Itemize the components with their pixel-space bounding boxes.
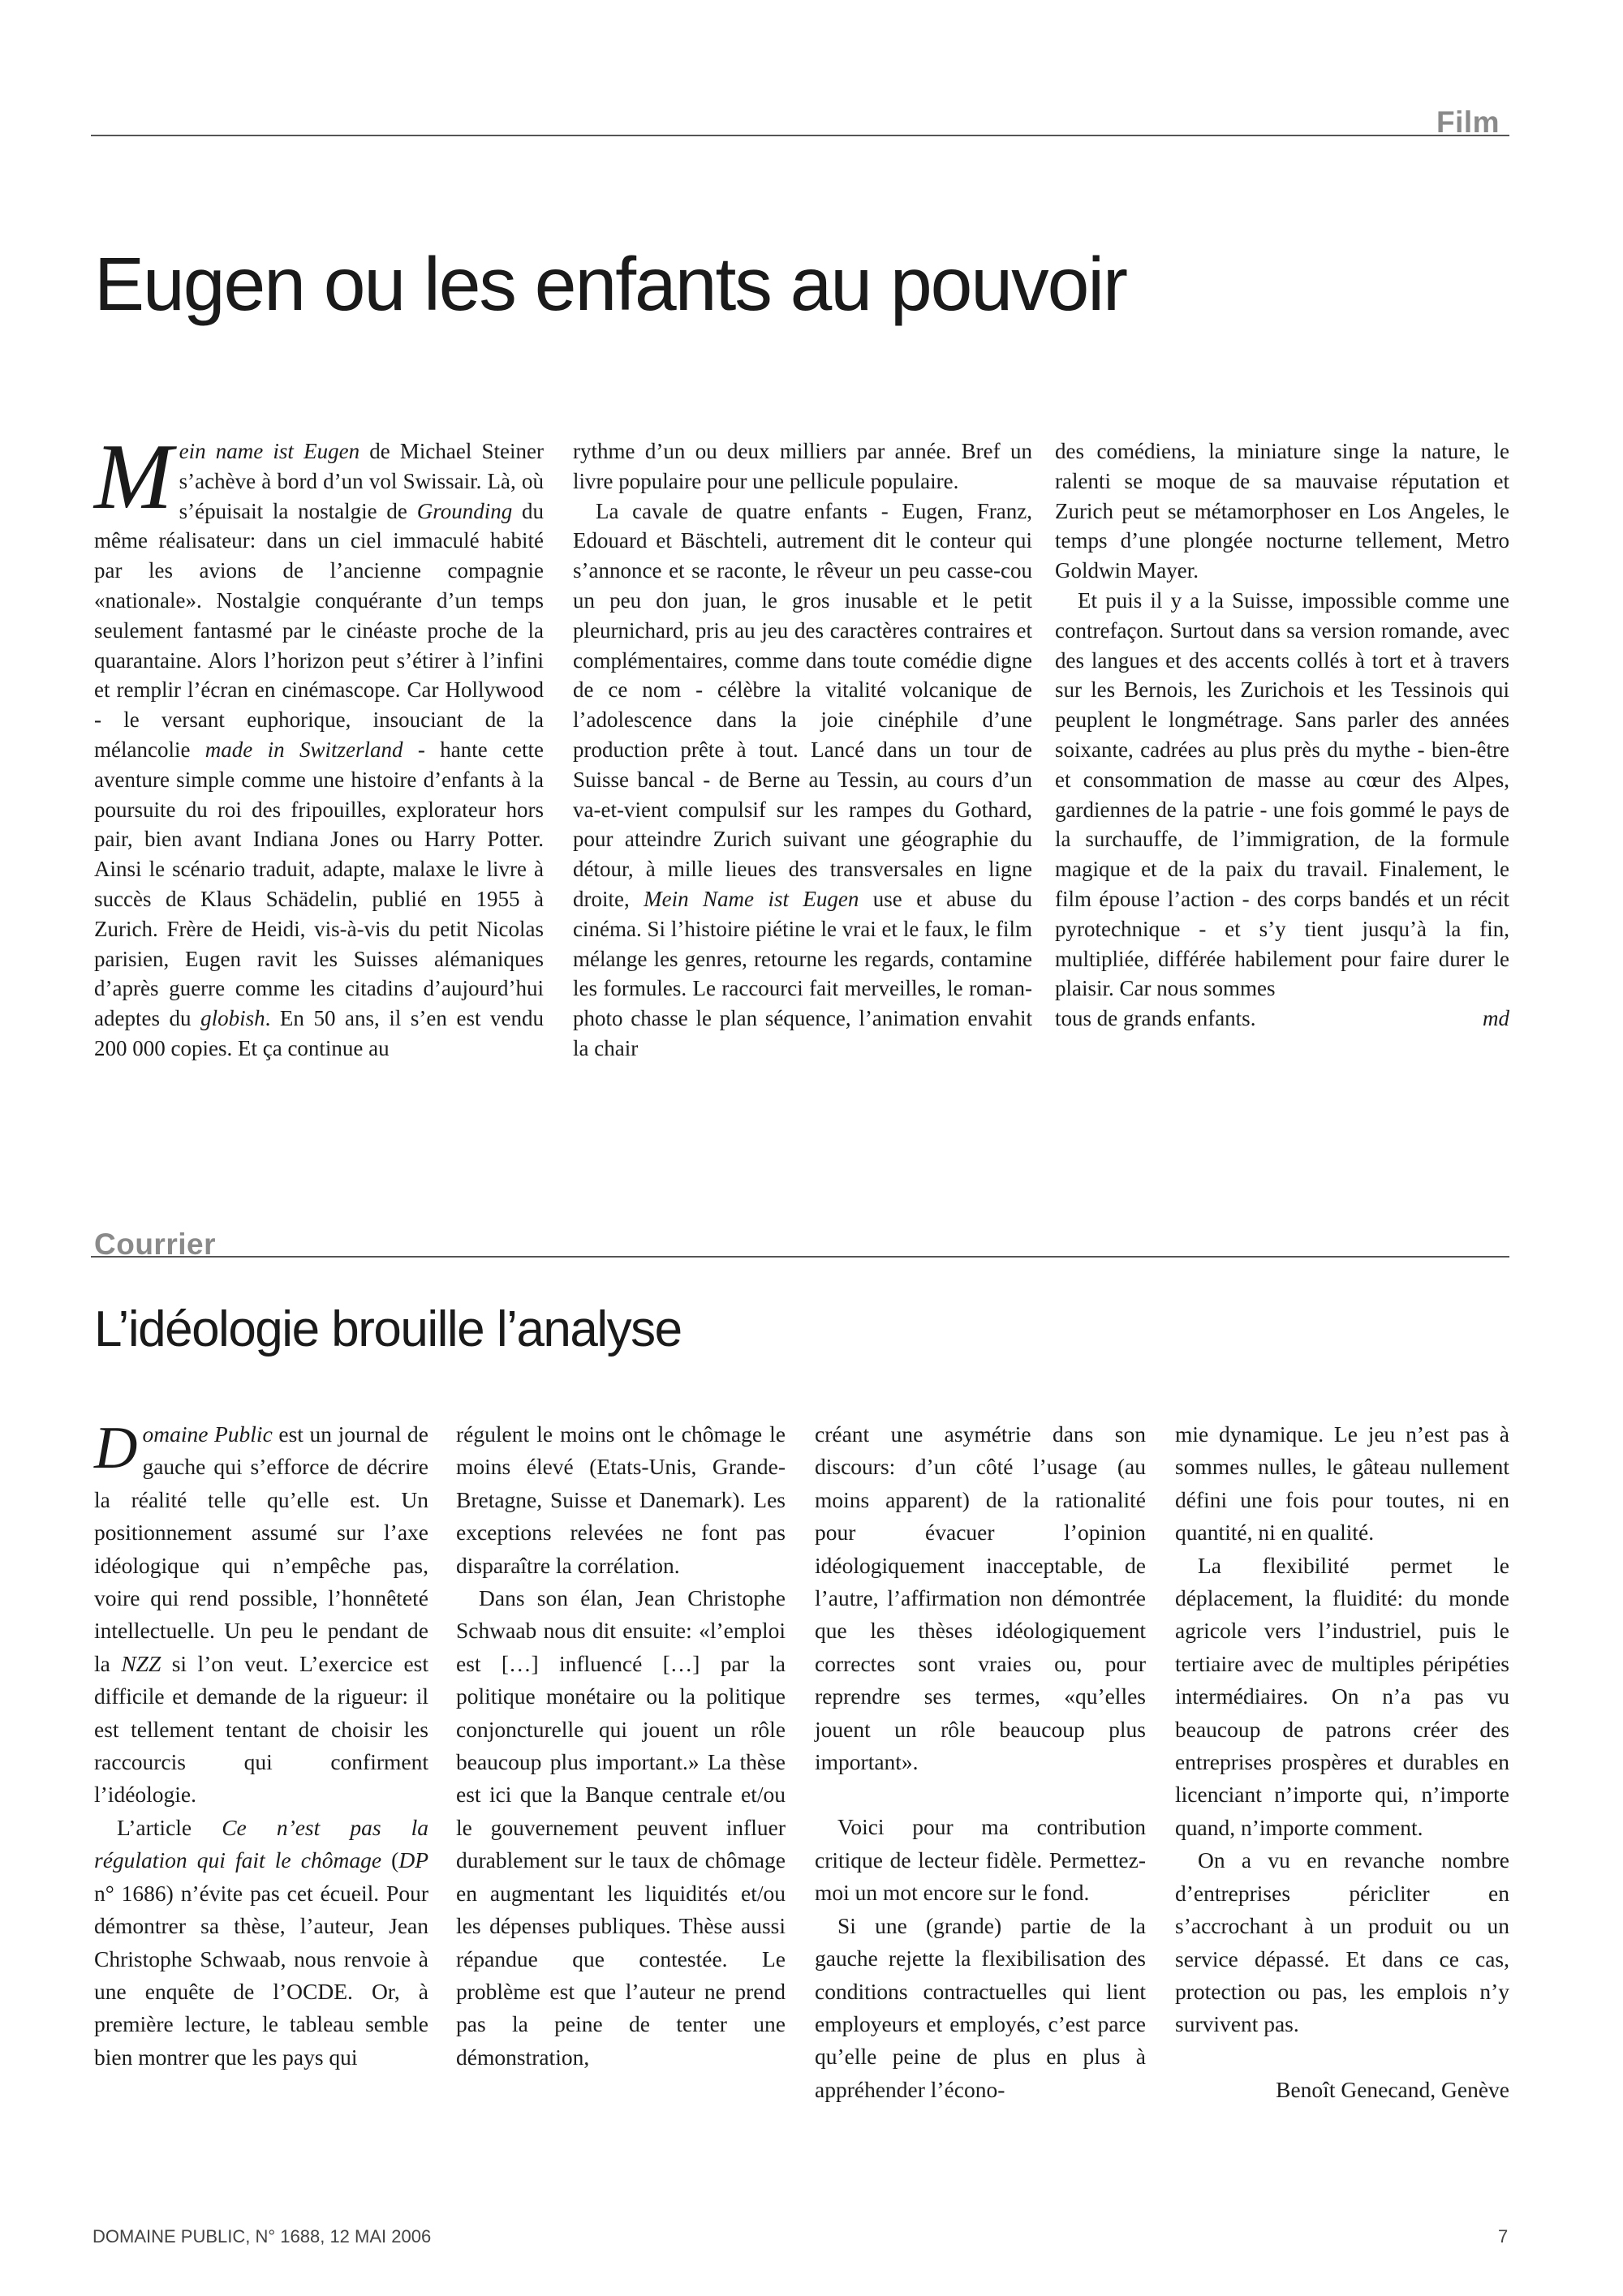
letter-column-1 — [94, 1415, 428, 2074]
italic-word: DP — [398, 1847, 428, 1873]
article-paragraph: rythme d’un ou deux milliers par année. Bref un livre populaire pour une pellicule populaire. — [573, 439, 1032, 493]
article-column-3 — [1055, 436, 1509, 1034]
letter-column-4 — [1175, 1418, 1509, 2106]
italic-lead: ein name ist Eugen — [179, 439, 360, 463]
letter-paragraph — [94, 1812, 428, 2074]
article-paragraph — [94, 425, 544, 1064]
header-rule — [91, 135, 1509, 136]
letter-title: L’idéologie brouille l’analyse — [94, 1301, 682, 1357]
text-run: tous de grands enfants. — [1055, 1006, 1256, 1031]
text-run: du même réalisateur: dans un ciel immaculé habité par les avions de l’ancienne compagnie «nationale». Nostalgie conquérante d’un temps seulement fantasmé par le cinéaste proche de la quarantaine. Alors l’horizon peut s’étirer à l’infini et remplir l’écran en cinémascope. Car Hollywood - le versant euphorique, insouciant de la mélancolie — [94, 498, 544, 762]
text-run: - hante cette aventure simple comme une histoire d’enfants à la poursuite du roi des fripouilles, explorateur hors pair, bien avant Indiana Jones ou Harry Potter. Ainsi le scénario traduit, adapte, malaxe le livre à succès de Klaus Schädelin, publié en 1955 à Zurich. Frère de Heidi, vis-à-vis du petit Nicolas parisien, Eugen ravit les Suisses alémaniques d’après guerre comme les citadins d’aujourd’hui adeptes du — [94, 737, 544, 1031]
article-column-2 — [573, 436, 1032, 1064]
letter-paragraph: régulent le moins ont le chômage le moins élevé (Etats-Unis, Grande-Bretagne, Suisse et Danemark). Les exceptions relevées ne font pas disparaître la corrélation. — [456, 1421, 786, 1578]
article-paragraph: Et puis il y a la Suisse, impossible comme une contrefaçon. Surtout dans sa version romande, avec des langues et des accents collés à tort et à travers sur les Bernois, les Zurichois et les Tessinois qui peuplent le longmétrage. Sans parler des années soixante, cadrées au plus près du mythe - bien-être et consommation de masse au cœur des Alpes, gardiennes de la patrie - une fois gommé le pays de la surchauffe, de l’immigration, de la formule magique et de la paix du travail. Finalement, le film épouse l’action - des corps bandés et un récit pyrotechnique - et s’y tient jusqu’à la fin, multipliée, différée habilement pour faire durer le plaisir. Car nous sommes — [1055, 587, 1509, 1001]
letter-paragraph: Si une (grande) partie de la gauche rejette la flexibilisation des conditions contractuelles qui lient employeurs et employés, c’est parce qu’elle peine de plus en plus à appréhender l’écono- — [815, 1912, 1146, 2102]
letter-paragraph: Voici pour ma contribution critique de lecteur fidèle. Permettez-moi un mot encore sur le fond. — [815, 1814, 1146, 1906]
section-label-courrier: Courrier — [94, 1228, 216, 1261]
text-run: ( — [381, 1847, 399, 1873]
text-run: est un journal de gauche qui s’efforce de décrire la réalité telle qu’elle est. Un positionnement assumé sur l’axe idéologique qui n’empêche pas, voire qui rend possible, l’honnêteté intellectuelle. Un peu le pendant de la — [94, 1421, 428, 1676]
section-label-film: Film — [1436, 105, 1500, 139]
letter-paragraph — [94, 1415, 428, 1812]
article-column-1 — [94, 425, 544, 1064]
letter-paragraph: mie dynamique. Le jeu n’est pas à sommes nulles, le gâteau nullement défini une fois pour toutes, ni en quantité, ni en qualité. — [1175, 1421, 1509, 1546]
text-run: de Michael Steiner s’achève à bord d’un vol Swissair. Là, où s’épuisait la nostalgie de — [179, 439, 544, 523]
text-run: . En 50 ans, il s’en est vendu 200 000 copies. Et ça continue au — [94, 1006, 544, 1060]
letter-paragraph: Dans son élan, Jean Christophe Schwaab nous dit ensuite: «l’emploi est […] influencé […] par la politique monétaire ou la politique conjoncturelle qui jouent un rôle beaucoup plus important.» La thèse est ici que la Banque centrale et/ou le gouvernement peuvent influer durablement sur le taux de chômage en augmentant les liquidités et/ou les dépenses publiques. Thèse aussi répandue que contestée. Le problème est que l’auteur ne prend pas la peine de tenter une démonstration, — [456, 1585, 786, 2070]
italic-title: Mein Name ist Eugen — [644, 886, 859, 911]
section-rule — [91, 1256, 1509, 1258]
italic-lead: omaine Public — [142, 1421, 273, 1447]
text-run: n° 1686) n’évite pas cet écueil. Pour démontrer sa thèse, l’auteur, Jean Christophe Schwaab, nous renvoie à une enquête de l’OCDE. Or, à première lecture, le tableau semble bien montrer que les pays qui — [94, 1880, 428, 2070]
italic-title: Ce n’est pas la régulation qui fait le chômage — [94, 1814, 428, 1873]
footer-issue: DOMAINE PUBLIC, N° 1688, 12 MAI 2006 — [93, 2226, 432, 2247]
text-run: use et abuse du cinéma. Si l’histoire piétine le vrai et le faux, le film mélange les genres, retourne les regards, contamine les formules. Le raccourci fait merveilles, le roman-photo chasse le plan séquence, l’animation envahit la chair — [573, 886, 1032, 1060]
italic-word: NZZ — [121, 1650, 161, 1676]
italic-phrase: made in Switzerland — [204, 737, 403, 762]
text-run: La cavale de quatre enfants - Eugen, Franz, Edouard et Bäschteli, autrement dit le conteur qui s’annonce et se raconte, le rêveur un peu casse-cou un peu don juan, le gros inusable et le petit pleurnichard, pris au jeu des caractères contraires et complémentaires, comme dans toute comédie digne de ce nom - célèbre la vitalité volcanique de l’adolescence dans la joie cinéphile d’une production prête à tout. Lancé dans un tour de Suisse bancal - de Berne au Tessin, au cours d’un va-et-vient compulsif sur les rampes du Gothard, pour atteindre Zurich suivant une géographie du détour, à mille lieues des transversales en ligne droite, — [573, 498, 1032, 911]
article-title: Eugen ou les enfants au pouvoir — [94, 242, 1126, 326]
letter-paragraph: La flexibilité permet le déplacement, la fluidité: du monde agricole vers l’industriel, puis le tertiaire avec de multiples péripéties intermédiaires. On n’a pas vu beaucoup de patrons créer des entreprises prospères et durables en licenciant n’importe qui, n’importe quand, n’importe comment. — [1175, 1552, 1509, 1840]
article-paragraph — [573, 497, 1032, 1064]
page-number: 7 — [1498, 2226, 1509, 2247]
author-initials: md — [1483, 1006, 1509, 1031]
text-run: L’article — [117, 1814, 222, 1840]
letter-paragraph: On a vu en revanche nombre d’entreprises péricliter en s’accrochant à un produit ou un service dépassé. Et dans ce cas, protection ou pas, les emplois n’y survivent pas. — [1175, 1847, 1509, 2037]
italic-title: Grounding — [416, 498, 513, 523]
closing-line — [1055, 1004, 1509, 1034]
drop-cap: D — [94, 1415, 138, 1481]
article-paragraph: des comédiens, la miniature singe la nature, le ralenti se moque de sa mauvaise réputation et Zurich peut se métamorphoser en Los Angeles, le temps d’une plongée nocturne tellement, Metro Goldwin Mayer. — [1055, 439, 1509, 583]
drop-cap: M — [94, 425, 173, 529]
letter-signature: Benoît Genecand, Genève — [1276, 2076, 1509, 2102]
letter-column-3 — [815, 1418, 1146, 2106]
letter-column-2 — [456, 1418, 786, 2074]
letter-paragraph: créant une asymétrie dans son discours: d’un côté l’usage (au moins apparent) de la rationalité pour évacuer l’opinion idéologiquement inacceptable, de l’autre, l’affirmation non démontrée que les thèses idéologiquement correctes sont vraies ou, pour reprendre ses termes, «qu’elles jouent un rôle beaucoup plus important». — [815, 1421, 1146, 1775]
text-run: si l’on veut. L’exercice est difficile et demande de la rigueur: il est tellement tentant de choisir les raccourcis qui confirment l’idéologie. — [94, 1650, 428, 1808]
italic-word: globish — [200, 1006, 265, 1031]
